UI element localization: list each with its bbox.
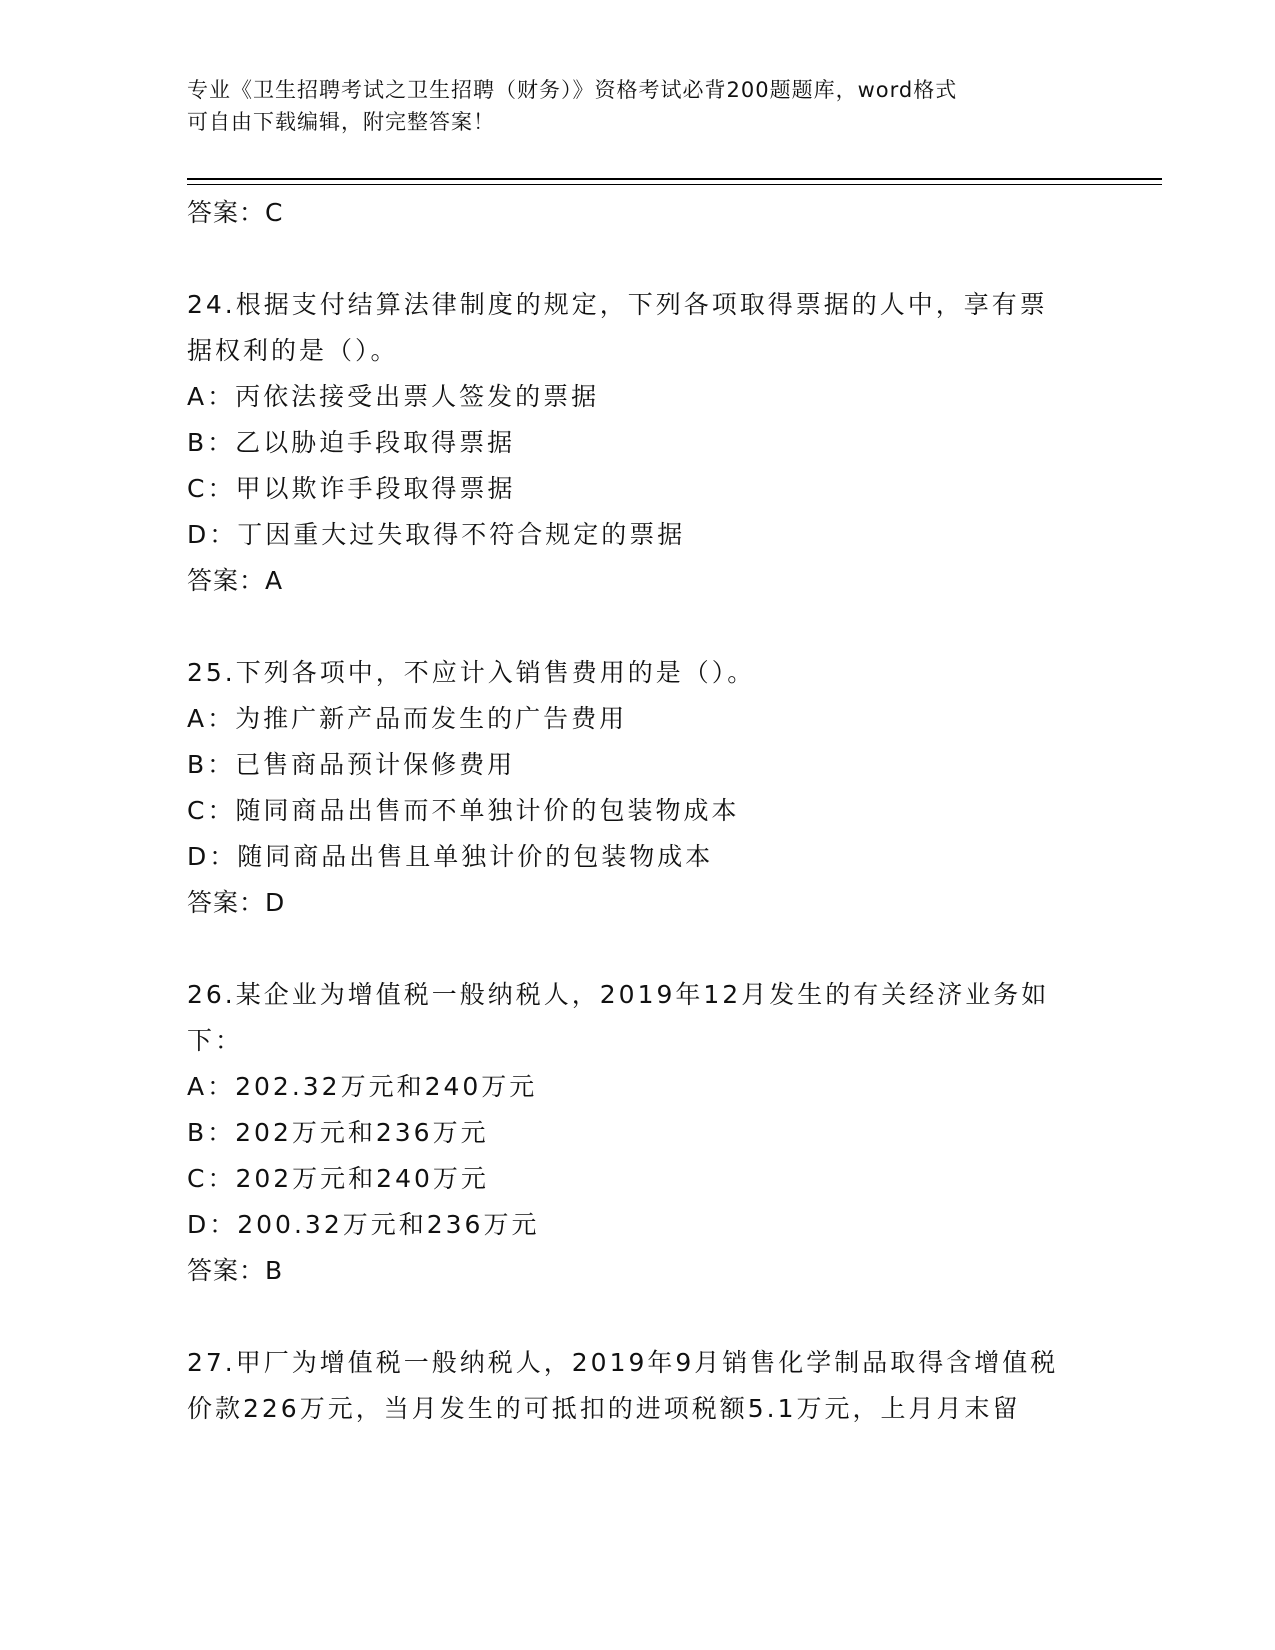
previous-answer: 答案：C (187, 198, 284, 227)
answer: 答案：B (187, 1256, 284, 1285)
option-c: C：随同商品出售而不单独计价的包装物成本 (187, 796, 740, 825)
option-b: B：202万元和236万元 (187, 1118, 489, 1147)
option-a: A：为推广新产品而发生的广告费用 (187, 704, 628, 733)
question-stem-line: 27.甲厂为增值税一般纳税人，2019年9月销售化学制品取得含增值税 (187, 1348, 1059, 1377)
question-27 (187, 1340, 1087, 1432)
option-d: D：200.32万元和236万元 (187, 1210, 540, 1239)
question-stem-line: 据权利的是（）。 (187, 336, 399, 365)
option-a: A：丙依法接受出票人签发的票据 (187, 382, 600, 411)
question-24 (187, 282, 1087, 604)
question-25 (187, 650, 1087, 926)
option-d: D：随同商品出售且单独计价的包装物成本 (187, 842, 714, 871)
question-stem-line: 价款226万元，当月发生的可抵扣的进项税额5.1万元，上月月末留 (187, 1394, 1021, 1423)
option-b: B：乙以胁迫手段取得票据 (187, 428, 516, 457)
question-stem-line: 25.下列各项中，不应计入销售费用的是（）。 (187, 658, 756, 687)
question-26 (187, 972, 1087, 1294)
answer: 答案：D (187, 888, 286, 917)
question-stem-line: 24.根据支付结算法律制度的规定，下列各项取得票据的人中，享有票 (187, 290, 1048, 319)
option-a: A：202.32万元和240万元 (187, 1072, 538, 1101)
header-line-1: 专业《卫生招聘考试之卫生招聘（财务）》资格考试必背200题题库，word格式 (187, 78, 958, 102)
option-c: C：甲以欺诈手段取得票据 (187, 474, 516, 503)
header-divider-thin (187, 184, 1162, 185)
option-d: D：丁因重大过失取得不符合规定的票据 (187, 520, 686, 549)
option-c: C：202万元和240万元 (187, 1164, 489, 1193)
header-divider-thick (187, 178, 1162, 180)
question-stem-line: 下： (187, 1026, 244, 1055)
document-header (187, 74, 1067, 138)
answer: 答案：A (187, 566, 284, 595)
question-stem-line: 26.某企业为增值税一般纳税人，2019年12月发生的有关经济业务如 (187, 980, 1050, 1009)
option-b: B：已售商品预计保修费用 (187, 750, 516, 779)
header-line-2: 可自由下载编辑，附完整答案！ (187, 110, 495, 134)
question-list (187, 190, 1087, 1432)
